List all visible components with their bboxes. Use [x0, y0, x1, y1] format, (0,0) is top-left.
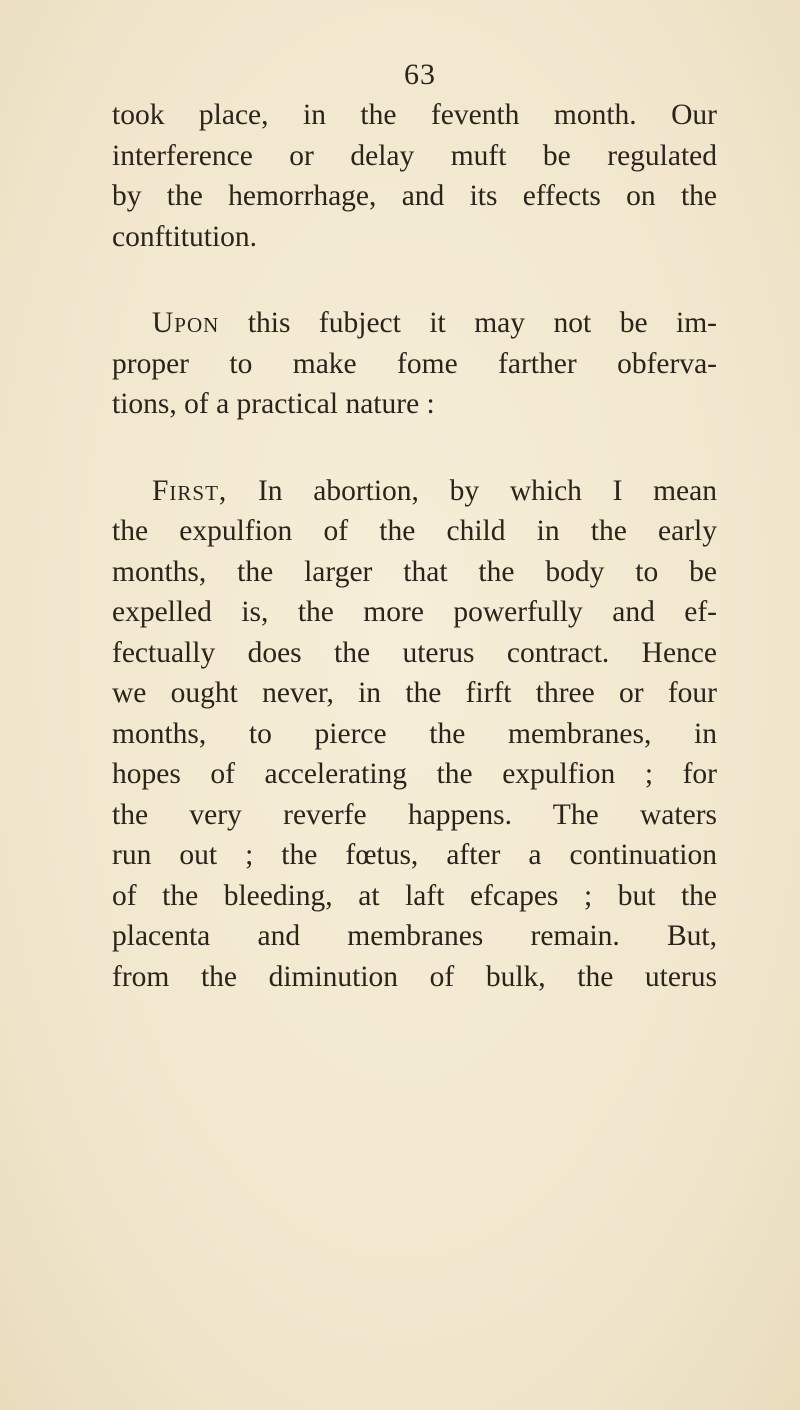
paragraph-2: [112, 303, 717, 425]
text-line: by the hemorrhage, and its effects on the: [112, 180, 717, 212]
text-line: conftitution.: [112, 220, 258, 253]
text-line-rest: In abortion, by which I mean: [227, 474, 717, 507]
text-line: fectually does the uterus contract. Hence: [112, 636, 717, 669]
text-line: placenta and membranes remain. But,: [112, 920, 717, 952]
text-line: from the diminution of bulk, the uterus: [112, 960, 717, 993]
text-line: run out ; the fœtus, after a continuation: [112, 839, 717, 871]
text-line: months, the larger that the body to be: [112, 555, 717, 588]
text-line: we ought never, in the firft three or four: [112, 677, 717, 709]
text-line: took place, in the feventh month. Our: [112, 99, 717, 131]
page-number: 63: [404, 58, 436, 91]
text-line: of the bleeding, at laft efcapes ; but the: [112, 879, 717, 912]
paragraph-3: [112, 471, 717, 998]
paragraph-lead-word: First,: [152, 474, 228, 507]
text-line: interference or delay muft be regulated: [112, 139, 717, 172]
text-line: the very reverfe happens. The waters: [112, 798, 717, 831]
text-line: proper to make fome farther obferva-: [112, 347, 717, 380]
text-line: [112, 471, 717, 512]
paragraph-lead-word: Upon: [152, 307, 220, 339]
text-line-rest: this fubject it may not be im-: [219, 307, 717, 339]
text-line: [112, 303, 717, 344]
paragraph-1: [112, 95, 717, 257]
body-text: [112, 95, 717, 997]
text-line: tions, of a practical nature :: [112, 388, 435, 420]
text-line: the expulfion of the child in the early: [112, 515, 717, 547]
text-line: expelled is, the more powerfully and ef-: [112, 596, 717, 628]
text-line: months, to pierce the membranes, in: [112, 717, 717, 750]
text-line: hopes of accelerating the expulfion ; for: [112, 758, 717, 790]
